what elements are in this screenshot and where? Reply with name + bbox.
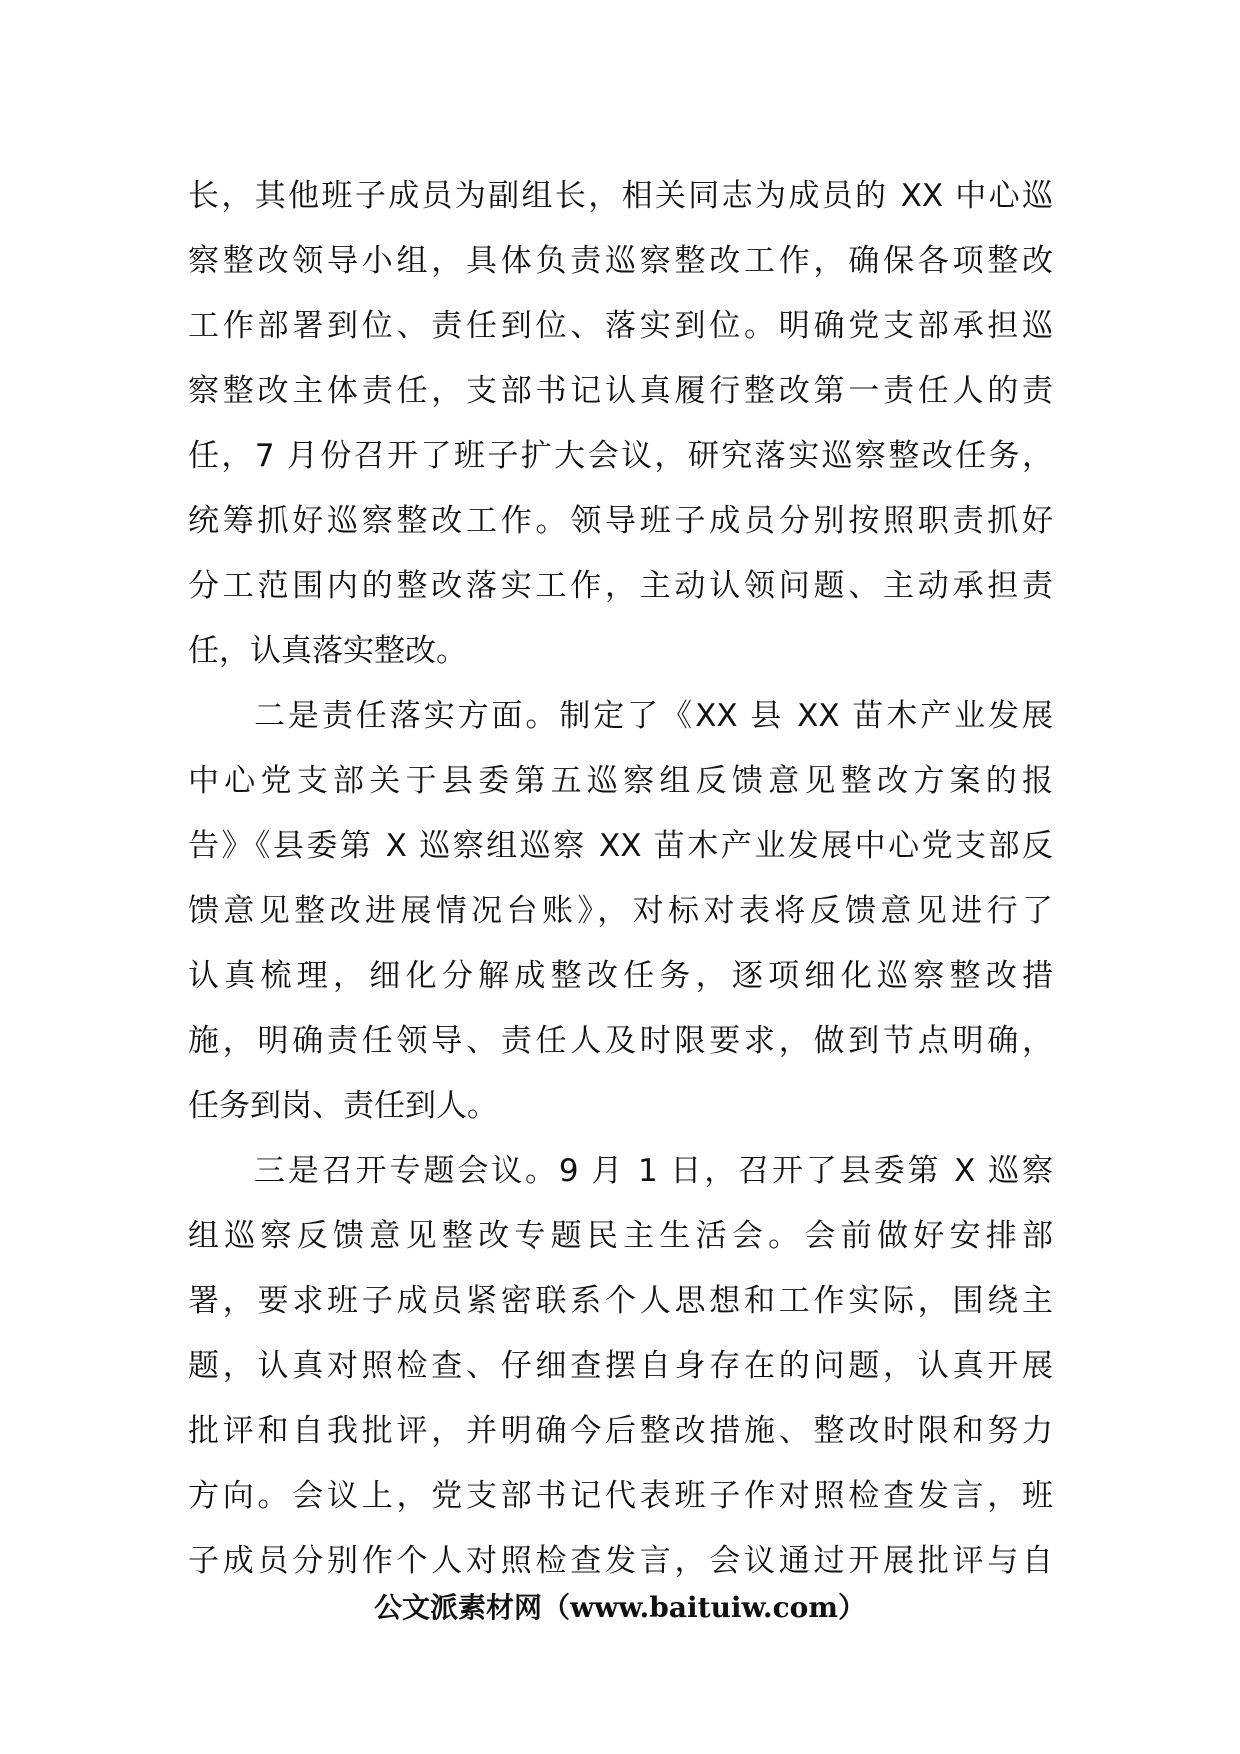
text-line: 察整改主体责任，支部书记认真履行整改第一责任人的责	[188, 373, 1053, 409]
text-line: 中心党支部关于县委第五巡察组反馈意见整改方案的报	[188, 763, 1053, 799]
text-line: 任，7 月份召开了班子扩大会议，研究落实巡察整改任务，	[188, 438, 1053, 474]
paragraph-start-line: 三是召开专题会议。9 月 1 日，召开了县委第 X 巡察	[254, 1153, 1053, 1189]
text-line: 方向。会议上，党支部书记代表班子作对照检查发言，班	[188, 1478, 1053, 1514]
text-line: 批评和自我批评，并明确今后整改措施、整改时限和努力	[188, 1413, 1053, 1449]
text-line: 子成员分别作个人对照检查发言，会议通过开展批评与自	[188, 1543, 1053, 1579]
text-line: 任，认真落实整改。	[188, 633, 467, 669]
text-line: 察整改领导小组，具体负责巡察整改工作，确保各项整改	[188, 243, 1053, 279]
text-line: 组巡察反馈意见整改专题民主生活会。会前做好安排部	[188, 1218, 1053, 1254]
text-line: 分工范围内的整改落实工作，主动认领问题、主动承担责	[188, 568, 1053, 604]
text-line: 工作部署到位、责任到位、落实到位。明确党支部承担巡	[188, 308, 1053, 344]
text-line: 施，明确责任领导、责任人及时限要求，做到节点明确，	[188, 1023, 1053, 1059]
text-line: 认真梳理，细化分解成整改任务，逐项细化巡察整改措	[188, 958, 1053, 994]
text-line: 长，其他班子成员为副组长，相关同志为成员的 XX 中心巡	[188, 178, 1053, 214]
text-line: 署，要求班子成员紧密联系个人思想和工作实际，围绕主	[188, 1283, 1053, 1319]
text-line: 题，认真对照检查、仔细查摆自身存在的问题，认真开展	[188, 1348, 1053, 1384]
text-line: 统筹抓好巡察整改工作。领导班子成员分别按照职责抓好	[188, 503, 1053, 539]
body-text	[188, 164, 1053, 1594]
text-line: 告》《县委第 X 巡察组巡察 XX 苗木产业发展中心党支部反	[188, 828, 1053, 864]
footer-watermark: 公文派素材网（www.baituiw.com）	[374, 1591, 866, 1624]
text-line: 任务到岗、责任到人。	[188, 1088, 498, 1124]
paragraph-start-line: 二是责任落实方面。制定了《XX 县 XX 苗木产业发展	[254, 698, 1053, 734]
text-line: 馈意见整改进展情况台账》，对标对表将反馈意见进行了	[188, 893, 1053, 929]
